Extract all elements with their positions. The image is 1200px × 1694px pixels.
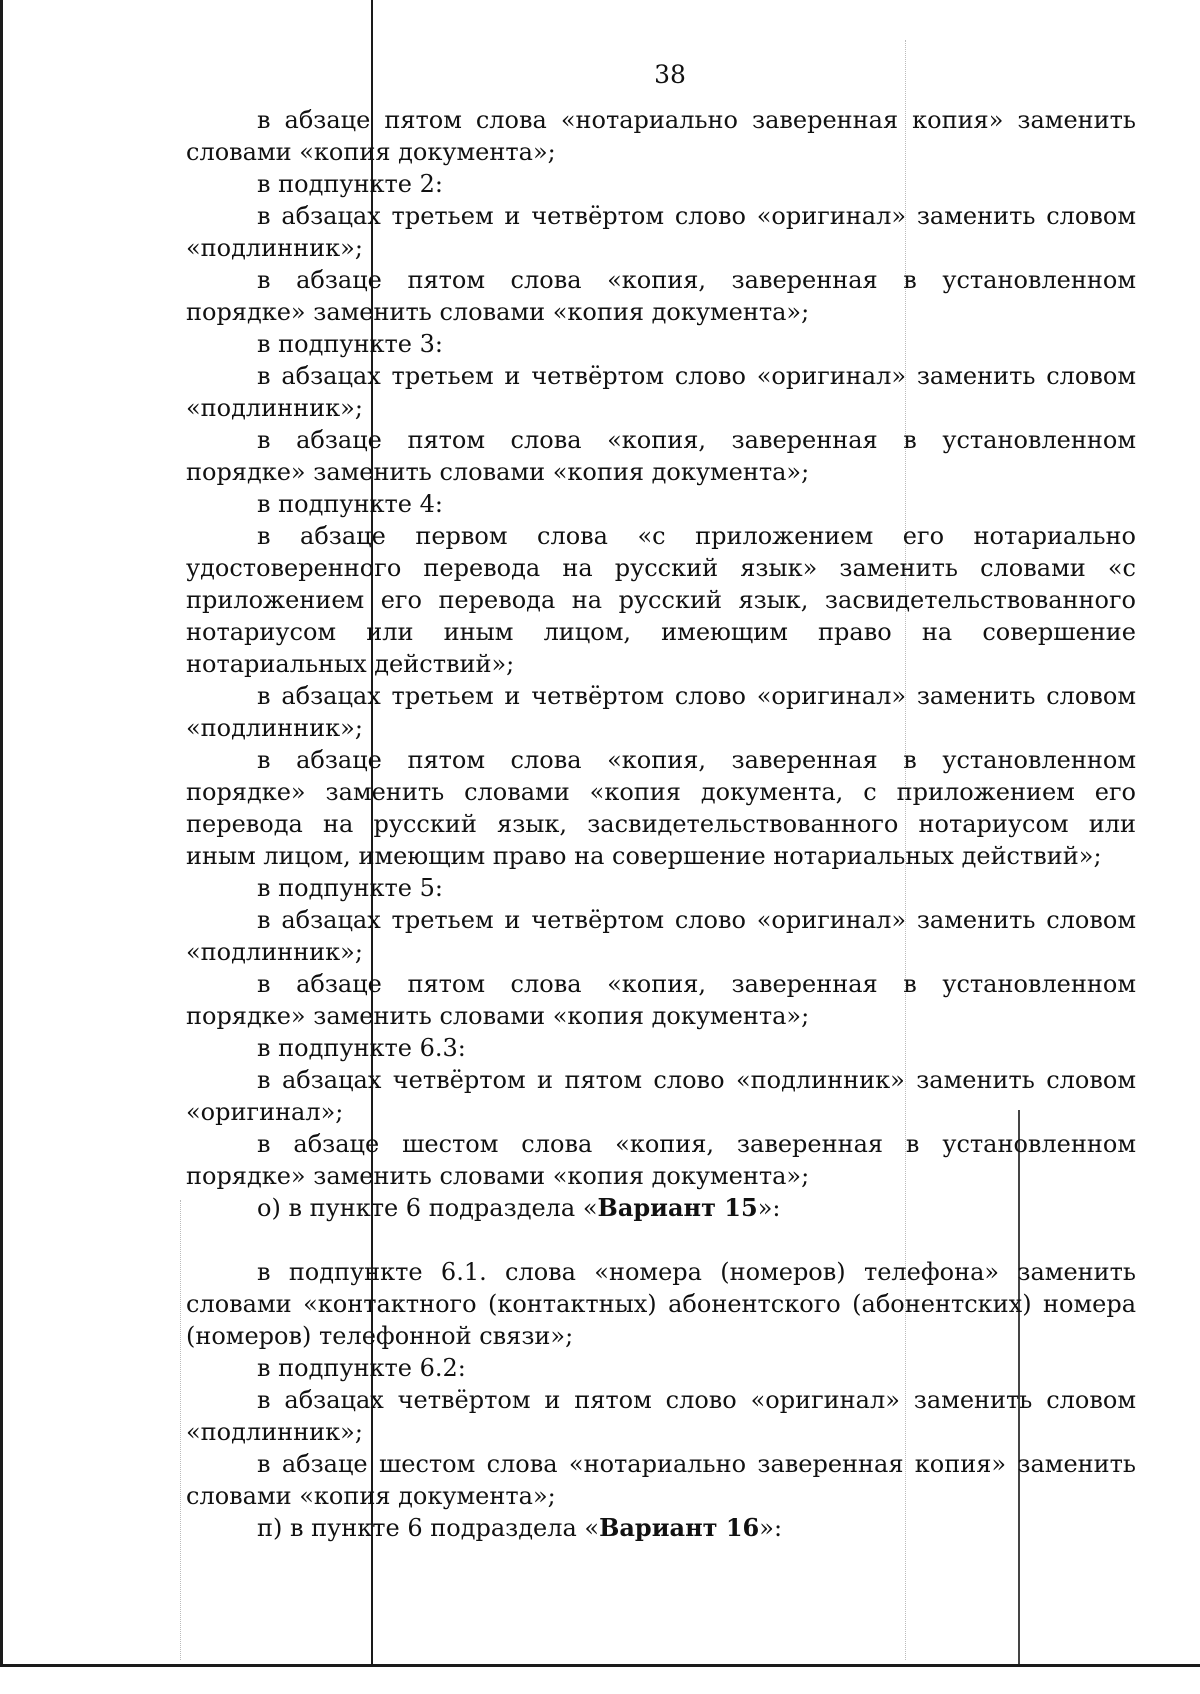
paragraph: в абзаце пятом слова «копия, заверенная в установленном порядке» заменить словами «копия документа»; bbox=[186, 970, 1136, 1030]
paragraph: в абзацах третьем и четвёртом слово «оригинал» заменить словом «подлинник»; bbox=[186, 202, 1136, 262]
scan-left-edge-line bbox=[0, 0, 3, 1666]
paragraph: в абзаце пятом слова «нотариально заверенная копия» заменить словами «копия документа»; bbox=[186, 106, 1136, 166]
paragraph: в абзаце первом слова «с приложением его нотариально удостоверенного перевода на русский язык» заменить словами «с приложением его перевода на русский язык, засвидетельствованного нотариусом или иным лицом, имеющим право на совершение нотариальных действий»; bbox=[186, 522, 1136, 678]
paragraph: в абзацах четвёртом и пятом слово «подлинник» заменить словом «оригинал»; bbox=[186, 1066, 1136, 1126]
scan-noise bbox=[180, 1200, 181, 1660]
heading-suffix: »: bbox=[757, 1194, 781, 1222]
paragraph: в абзаце пятом слова «копия, заверенная в установленном порядке» заменить словами «копия документа, с приложением его перевода на русский язык, засвидетельствованного нотариусом или иным лицом, имеющим право на совершение нотариальных действий»; bbox=[186, 746, 1136, 870]
heading-prefix: о) в пункте 6 подраздела « bbox=[257, 1194, 598, 1222]
paragraph: в абзаце пятом слова «копия, заверенная в установленном порядке» заменить словами «копия документа»; bbox=[186, 426, 1136, 486]
paragraph: в абзацах третьем и четвёртом слово «оригинал» заменить словом «подлинник»; bbox=[186, 362, 1136, 422]
heading-variant-name: Вариант 15 bbox=[597, 1193, 758, 1222]
heading-suffix: »: bbox=[759, 1514, 783, 1542]
paragraph: в подпункте 6.3: bbox=[257, 1034, 466, 1062]
heading-variant-name: Вариант 16 bbox=[599, 1513, 760, 1542]
page-number: 38 bbox=[654, 60, 686, 89]
section-heading-variant-15 bbox=[186, 1192, 1136, 1224]
scan-bottom-edge-line bbox=[0, 1664, 1200, 1667]
paragraph: в абзаце пятом слова «копия, заверенная в установленном порядке» заменить словами «копия документа»; bbox=[186, 266, 1136, 326]
paragraph: в подпункте 4: bbox=[257, 490, 443, 518]
paragraph: в подпункте 3: bbox=[257, 330, 443, 358]
heading-prefix: п) в пункте 6 подраздела « bbox=[257, 1514, 600, 1542]
paragraph: в абзацах третьем и четвёртом слово «оригинал» заменить словом «подлинник»; bbox=[186, 682, 1136, 742]
section-heading-variant-16 bbox=[186, 1512, 1136, 1544]
paragraph: в подпункте 5: bbox=[257, 874, 443, 902]
document-body bbox=[186, 104, 1136, 1544]
paragraph: в абзаце шестом слова «копия, заверенная в установленном порядке» заменить словами «копия документа»; bbox=[186, 1130, 1136, 1190]
paragraph: в абзацах третьем и четвёртом слово «оригинал» заменить словом «подлинник»; bbox=[186, 906, 1136, 966]
paragraph: в абзацах четвёртом и пятом слово «оригинал» заменить словом «подлинник»; bbox=[186, 1386, 1136, 1446]
paragraph: в подпункте 6.1. слова «номера (номеров) телефона» заменить словами «контактного (контактных) абонентского (абонентских) номера (номеров) телефонной связи»; bbox=[186, 1258, 1136, 1350]
paragraph: в подпункте 2: bbox=[257, 170, 443, 198]
paragraph: в подпункте 6.2: bbox=[257, 1354, 466, 1382]
paragraph: в абзаце шестом слова «нотариально заверенная копия» заменить словами «копия документа»; bbox=[186, 1450, 1136, 1510]
